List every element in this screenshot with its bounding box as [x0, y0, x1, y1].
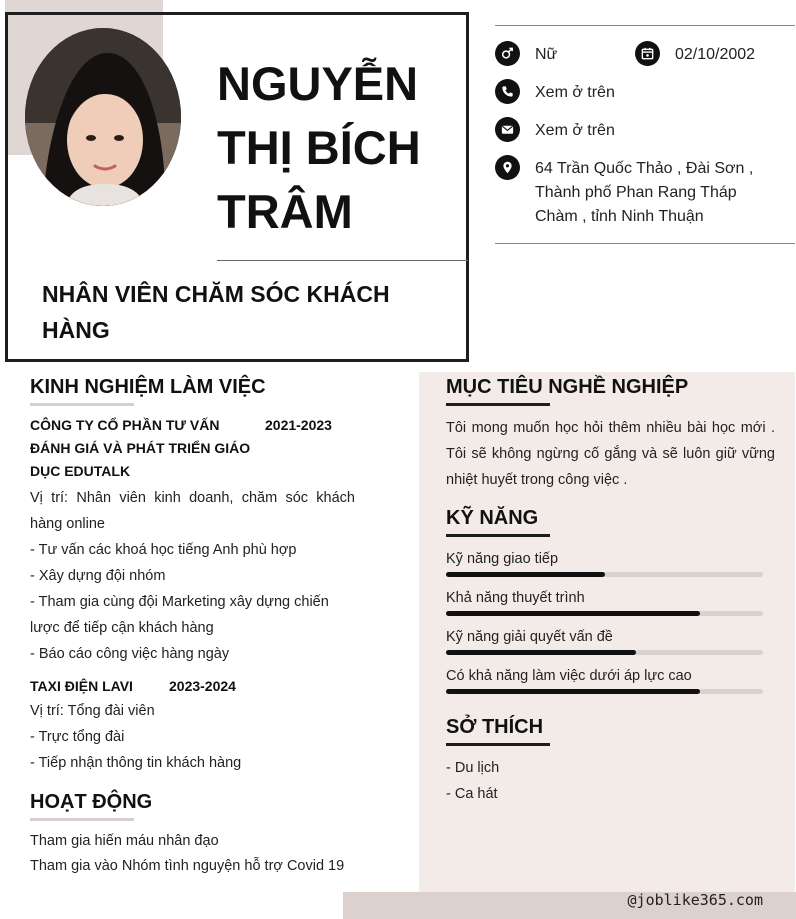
skill-bar-fill — [446, 650, 636, 655]
name-line: THỊ BÍCH — [217, 121, 421, 174]
job-task: - Xây dựng đội nhóm — [30, 568, 166, 584]
activities-underline — [30, 818, 134, 821]
hobbies-underline — [446, 743, 550, 746]
job-task: - Trực tổng đài — [30, 729, 125, 745]
job-task: - Tham gia cùng đội Marketing xây dựng chiến lược để tiếp cận khách hàng — [30, 594, 329, 636]
skill-label: Khả năng thuyết trình — [446, 590, 585, 606]
phone-value: Xem ở trên — [535, 84, 615, 101]
full-name — [217, 52, 457, 244]
skill-bar-fill — [446, 689, 700, 694]
location-icon — [495, 155, 520, 180]
skill-bar — [446, 689, 763, 694]
job-position: Vị trí: Tổng đài viên — [30, 703, 155, 719]
address-value: 64 Trần Quốc Thảo , Đài Sơn , Thành phố Phan Rang Tháp Chàm , tỉnh Ninh Thuận — [535, 160, 754, 225]
activity-item: Tham gia hiến máu nhân đạo — [30, 833, 219, 849]
job-title: NHÂN VIÊN CHĂM SÓC KHÁCH HÀNG — [42, 281, 390, 343]
hobbies-title: SỞ THÍCH — [446, 716, 544, 738]
job-task: - Tiếp nhận thông tin khách hàng — [30, 755, 242, 771]
company-name: TAXI ĐIỆN LAVI — [30, 678, 133, 694]
email-value: Xem ở trên — [535, 122, 615, 139]
skill-bar — [446, 650, 763, 655]
job-entry — [30, 414, 355, 667]
name-divider — [217, 260, 468, 261]
activity-item: Tham gia vào Nhóm tình nguyện hỗ trợ Covid 19 — [30, 858, 345, 874]
experience-title: KINH NGHIỆM LÀM VIỆC — [30, 376, 266, 398]
job-period: 2021-2023 — [265, 417, 332, 433]
experience-underline — [30, 403, 134, 406]
skill-bar-fill — [446, 611, 700, 616]
skills-underline — [446, 534, 550, 537]
calendar-icon — [635, 41, 660, 66]
objective-text: Tôi mong muốn học hỏi thêm nhiều bài học mới . Tôi sẽ không ngừng cố gắng và sẽ luôn giữ vững nhiệt huyết trong công việc . — [446, 420, 775, 488]
job-task: - Tư vấn các khoá học tiếng Anh phù hợp — [30, 542, 297, 558]
hobby-item: - Ca hát — [446, 786, 498, 802]
gender-icon — [495, 41, 520, 66]
name-line: NGUYỄN — [217, 57, 419, 110]
phone-icon — [495, 79, 520, 104]
skill-bar — [446, 611, 763, 616]
skill-bar — [446, 572, 763, 577]
gender-value: Nữ — [535, 46, 558, 63]
hobbies-list — [446, 755, 499, 807]
skill-bar-fill — [446, 572, 605, 577]
skill-label: Kỹ năng giao tiếp — [446, 551, 559, 567]
birthday-value: 02/10/2002 — [675, 46, 756, 63]
avatar — [25, 28, 181, 206]
contact-divider-bottom — [495, 243, 795, 244]
objective-underline — [446, 403, 550, 406]
job-entry — [30, 675, 355, 776]
activities-title: HOẠT ĐỘNG — [30, 791, 153, 813]
footer-website: @joblike365.com — [627, 891, 763, 909]
job-task: - Báo cáo công việc hàng ngày — [30, 646, 230, 662]
name-line: TRÂM — [217, 185, 353, 238]
job-period: 2023-2024 — [169, 678, 236, 694]
objective-title: MỤC TIÊU NGHỀ NGHIỆP — [446, 376, 689, 398]
skills-title: KỸ NĂNG — [446, 507, 539, 529]
email-icon — [495, 117, 520, 142]
hobby-item: - Du lịch — [446, 760, 500, 776]
skill-label: Kỹ năng giải quyết vấn đề — [446, 629, 613, 645]
activities-list — [30, 829, 355, 879]
company-name: CÔNG TY CỔ PHẦN TƯ VẤN ĐÁNH GIÁ VÀ PHÁT TRIỂN GIÁO DỤC EDUTALK — [30, 417, 251, 479]
job-position: Vị trí: Nhân viên kinh doanh, chăm sóc khách hàng online — [30, 490, 355, 532]
contact-divider-top — [495, 25, 795, 26]
skill-label: Có khả năng làm việc dưới áp lực cao — [446, 668, 692, 684]
